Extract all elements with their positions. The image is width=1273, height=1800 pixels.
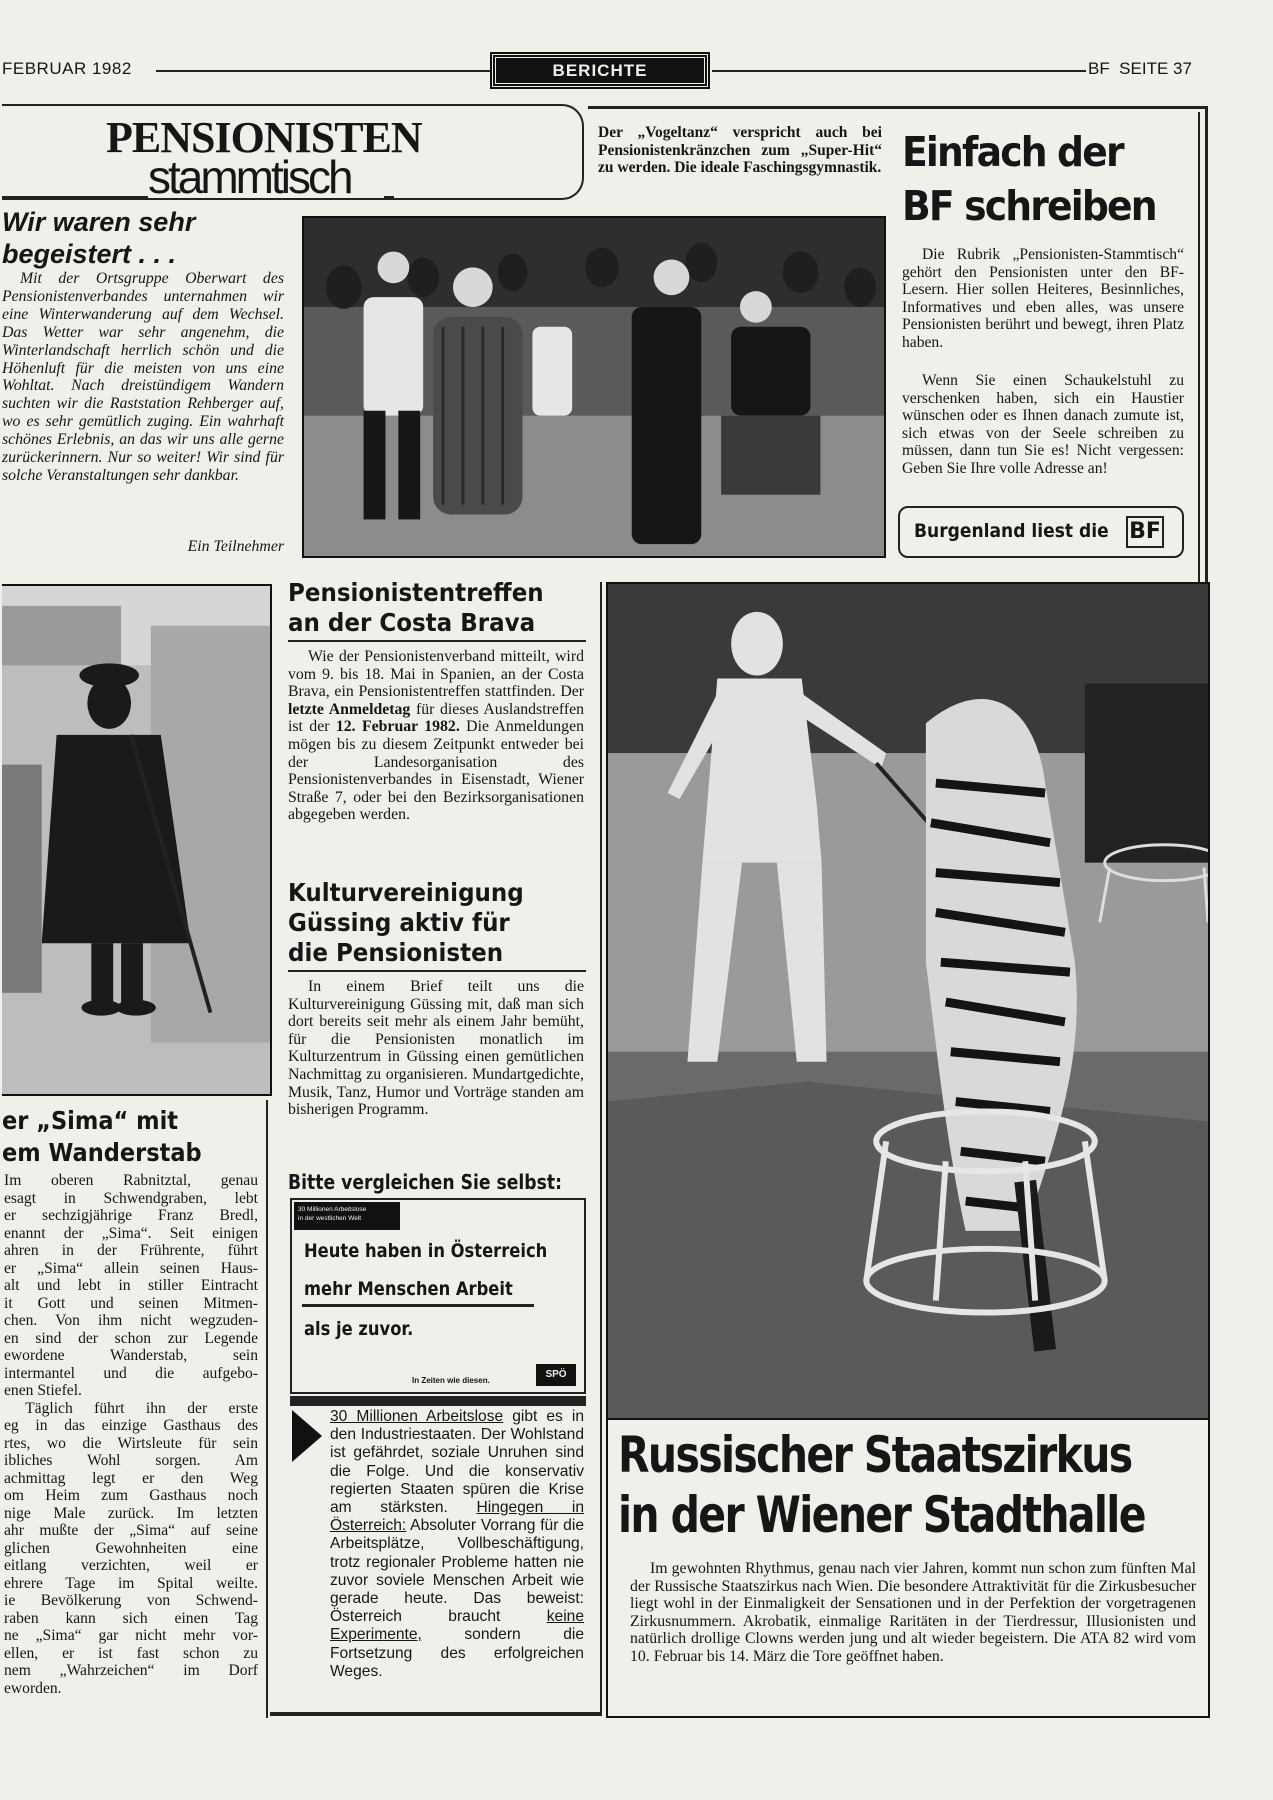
ad-footer: In Zeiten wie diesen. <box>412 1376 490 1385</box>
ad-body-left-margin <box>292 1470 326 1700</box>
ad-black-bar <box>290 1396 586 1406</box>
ad-line3: als je zuvor. <box>304 1318 414 1340</box>
sima-body-line: ibliches Wohl sorgen. Am <box>4 1452 258 1469</box>
sima-body-line: nem „Wahrzeichen“ im Dorf <box>4 1662 258 1679</box>
ad-line2-underline <box>302 1304 534 1307</box>
sima-body-line: enen Stiefel. <box>4 1382 82 1399</box>
sima-heading-line1: er „Sima“ mit <box>2 1106 179 1135</box>
stammtisch-title-box <box>2 104 584 203</box>
winter-letter-heading: Wir waren sehr begeistert . . . <box>2 207 196 269</box>
sima-body-line: ewordene Wanderstab, sein <box>4 1347 258 1364</box>
ad-body-u1: 30 Millionen Arbeitslose <box>330 1408 504 1425</box>
header-rule-right <box>712 70 1086 72</box>
guessing-heading-line1: Kulturvereinigung <box>288 878 524 907</box>
winter-letter-signature: Ein Teilnehmer <box>187 538 284 555</box>
ad-body-u2: Hingegen in Österreich: <box>330 1499 584 1535</box>
ad-line2: mehr Menschen Arbeit <box>304 1278 513 1300</box>
ad-tag <box>294 1202 400 1230</box>
ad-tag-line2: in der westlichen Welt <box>298 1215 362 1222</box>
header-rule-left <box>156 70 490 72</box>
sima-heading-line2: em Wanderstab <box>2 1138 202 1167</box>
circus-tiger-photo <box>606 582 1210 1420</box>
sima-body-line: ahren in der Frührente, führt <box>4 1242 258 1259</box>
sima-body-line: eitlang verzichten, weil er <box>4 1557 258 1574</box>
vogeltanz-caption: Der „Vogeltanz“ verspricht auch bei Pensionistenkränzchen zum „Super-Hit“ zu werden. Die ideale Faschingsgymnastik. <box>598 124 882 176</box>
sima-body-line: ne „Sima“ gar nicht mehr vor- <box>4 1627 258 1644</box>
costa-body-part3: Die Anmeldungen mögen bis zu diesem Zeitpunkt entweder bei der Landesorganisation des Pensionistenverbandes in Eisenstadt, Wiener Straße 7, oder bei den Bezirksorganisationen abgegeben werden. <box>288 718 584 824</box>
circus-heading-line2: in der Wiener Stadthalle <box>618 1486 1145 1544</box>
guessing-heading-line2: Güssing aktiv für <box>288 908 510 937</box>
sima-body-line: alt und lebt in stiller Eintracht <box>4 1277 258 1294</box>
guessing-heading-line3: die Pensionisten <box>288 938 504 967</box>
sima-body-line: enannt der „Sima“. Seit einigen <box>4 1224 258 1242</box>
sima-body-line: er „Sima“ allein seinen Haus- <box>4 1259 258 1277</box>
sima-body-line: rtes, wo die Wirtsleute für sein <box>4 1434 258 1452</box>
ad-logo: SPÖ <box>536 1364 576 1386</box>
sima-body-line: nige Male zurück. Im letzten <box>4 1504 258 1522</box>
sima-body-line: intermantel und die aufgebo- <box>4 1364 258 1382</box>
guessing-body: In einem Brief teilt uns die Kulturvereinigung Güssing mit, daß man sich dort bereits seit mehr als einem Jahr bemüht, für die Pensionisten monatlich im Kulturzentrum in Güssing einen gemütlichen Nachmittag zu organisieren. Mundartgedichte, Musik, Tanz, Humor und Vorträge standen am bisherigen Programm. <box>288 978 584 1119</box>
ad-body-t3: sondern die Fortsetzung des erfolgreichen Weges. <box>330 1626 584 1680</box>
circus-heading-line1: Russischer Staatszirkus <box>618 1426 1132 1484</box>
ad-heading: Bitte vergleichen Sie selbst: <box>288 1170 562 1194</box>
header-page-number: BF SEITE 37 <box>1088 59 1192 78</box>
costa-body-bold1: letzte Anmeldetag <box>288 700 411 718</box>
costa-body-part1: Wie der Pensionistenverband mitteilt, wird vom 9. bis 18. Mai in Spanien, an der Costa Brava, ein Pensionistentreffen stattfinden. Der <box>288 648 584 701</box>
costa-body-bold2: 12. Februar 1982. <box>335 718 460 736</box>
sima-body-line: glichen Gewohnheiten eine <box>4 1539 258 1557</box>
bf-heading-line1: Einfach der <box>902 128 1123 176</box>
costa-heading-line1: Pensionistentreffen <box>288 578 544 607</box>
sima-photo <box>2 584 272 1096</box>
bf-box-inner-right <box>1198 112 1200 582</box>
ad-body-u3: keine Experimente, <box>330 1608 584 1644</box>
ad-box <box>290 1198 586 1394</box>
sima-body-line: Täglich führt ihn der erste <box>4 1399 258 1417</box>
stammtisch-title-bottom: stammtisch <box>148 151 351 203</box>
stammtisch-underline-right <box>384 196 394 198</box>
middle-column-rule <box>600 582 602 1716</box>
bottom-rule-middle <box>270 1712 600 1716</box>
sima-body-line: ie Bevölkerung von Schwend- <box>4 1592 258 1609</box>
sima-body-line: er sechzigjährige Franz Bredl, <box>4 1207 258 1224</box>
bf-logo-text: Burgenland liest die <box>914 520 1109 542</box>
costa-heading-line2: an der Costa Brava <box>288 608 536 637</box>
ad-body-t1: gibt es in den Industriestaaten. Der Wohlstand ist gefährdet, soziale Unruhen sind die Folge. Und die konservativ regierten Staaten spüren die Krise am stärksten. <box>330 1408 585 1517</box>
ad-body-t2: Absoluter Vorrang für die Arbeitsplätze, Vollbeschäftigung, trotz regionaler Probleme hatten nie zuvor soviele Menschen Arbeit wie gerade heute. Das beweist: Österreich braucht <box>330 1517 584 1626</box>
sima-body-line: raben kann sich einen Tag <box>4 1609 258 1627</box>
costa-body-part2: für dieses Auslandstreffen ist der <box>288 700 584 736</box>
sima-body-line: ehrere Tage im Spital weilte. <box>4 1574 258 1592</box>
bf-logo-badge: BF <box>1126 516 1164 548</box>
guessing-heading-rule <box>288 970 586 972</box>
sima-body-line: ahr mußte der „Sima“ auf seine <box>4 1522 258 1539</box>
sima-body-line: ellen, er ist fast schon zu <box>4 1644 258 1662</box>
costa-body <box>288 648 584 824</box>
ad-body <box>330 1408 584 1681</box>
sima-body-line: achmittag legt er den Weg <box>4 1469 258 1487</box>
bf-heading-line2: BF schreiben <box>902 182 1156 230</box>
sima-body-line: chen. Von ihm nicht wegzuden- <box>4 1312 258 1329</box>
stammtisch-title-top: PENSIONISTEN <box>106 113 422 162</box>
sima-body-line: Im oberen Rabnitztal, genau <box>4 1172 258 1189</box>
stammtisch-underline-left <box>2 196 148 198</box>
costa-heading-rule <box>288 640 586 642</box>
ad-tag-line1: 30 Millionen Arbeitslose <box>298 1206 367 1213</box>
sima-body-line: it Gott und seinen Mitmen- <box>4 1294 258 1312</box>
sima-body-line: esagt in Schwendgraben, lebt <box>4 1189 258 1207</box>
ad-arrow-icon <box>292 1410 322 1462</box>
sima-body-line: eg in das einzige Gasthaus des <box>4 1417 258 1434</box>
ad-line1: Heute haben in Österreich <box>304 1240 548 1262</box>
header-date: FEBRUAR 1982 <box>2 59 132 78</box>
sima-body-line: eworden. <box>4 1679 62 1697</box>
sima-body-line: om Heim zum Gasthaus noch <box>4 1487 258 1504</box>
sima-body <box>4 1172 258 1697</box>
section-label: BERICHTE <box>492 54 708 87</box>
circus-body: Im gewohnten Rhythmus, genau nach vier Jahren, kommt nun schon zum fünften Mal der Russische Staatszirkus nach Wien. Die besondere Attraktivität für die Zirkusbesucher liegt wohl in der Einmaligkeit der Sensationen und in der Perfektion der vorgetragenen Zirkusnummern. Akrobatik, einmalige Raritäten in der Tierdressur, Illusionisten und natürlich drollige Clowns werden jung und alt wieder begeistern. Die ATA 82 wird vom 10. Februar bis 14. März die Tore geöffnet haben. <box>630 1560 1196 1665</box>
winter-letter-body: Mit der Ortsgruppe Oberwart des Pensionistenverbandes unternahmen wir eine Winterwanderung auf dem Wechsel. Das Wetter war sehr angenehm, die Winterlandschaft herrlich schön und die Höhenluft für die meisten von uns eine Wohltat. Nach dreistündigem Wandern suchten wir die Raststation Rehberger auf, wo es sehr gemütlich zuging. Ein wahrhaft schönes Erlebnis, an das wir uns alle gerne zurückerinnern. Nur so weiter! Wir sind für solche Veranstaltungen sehr dankbar. <box>2 270 284 484</box>
bf-para2: Wenn Sie einen Schaukelstuhl zu verschenken haben, sich ein Haustier wünschen oder es Ihnen danach zumute ist, sich etwas von der Seele schreiben zu müssen, dann tun Sie es! Nicht vergessen: Geben Sie Ihre volle Adresse an! <box>902 372 1184 477</box>
sima-column-rule <box>266 1100 268 1718</box>
sima-body-line: en sind der schon zur Legende <box>4 1329 258 1347</box>
bf-para1: Die Rubrik „Pensionisten-Stammtisch“ gehört den Pensionisten unter den BF-Lesern. Hier sollen Heiteres, Besinnliches, Informatives und eben alles, was unsere Pensionisten berührt und bewegt, ihren Platz haben. <box>902 246 1184 351</box>
bf-logo-box <box>898 506 1184 558</box>
